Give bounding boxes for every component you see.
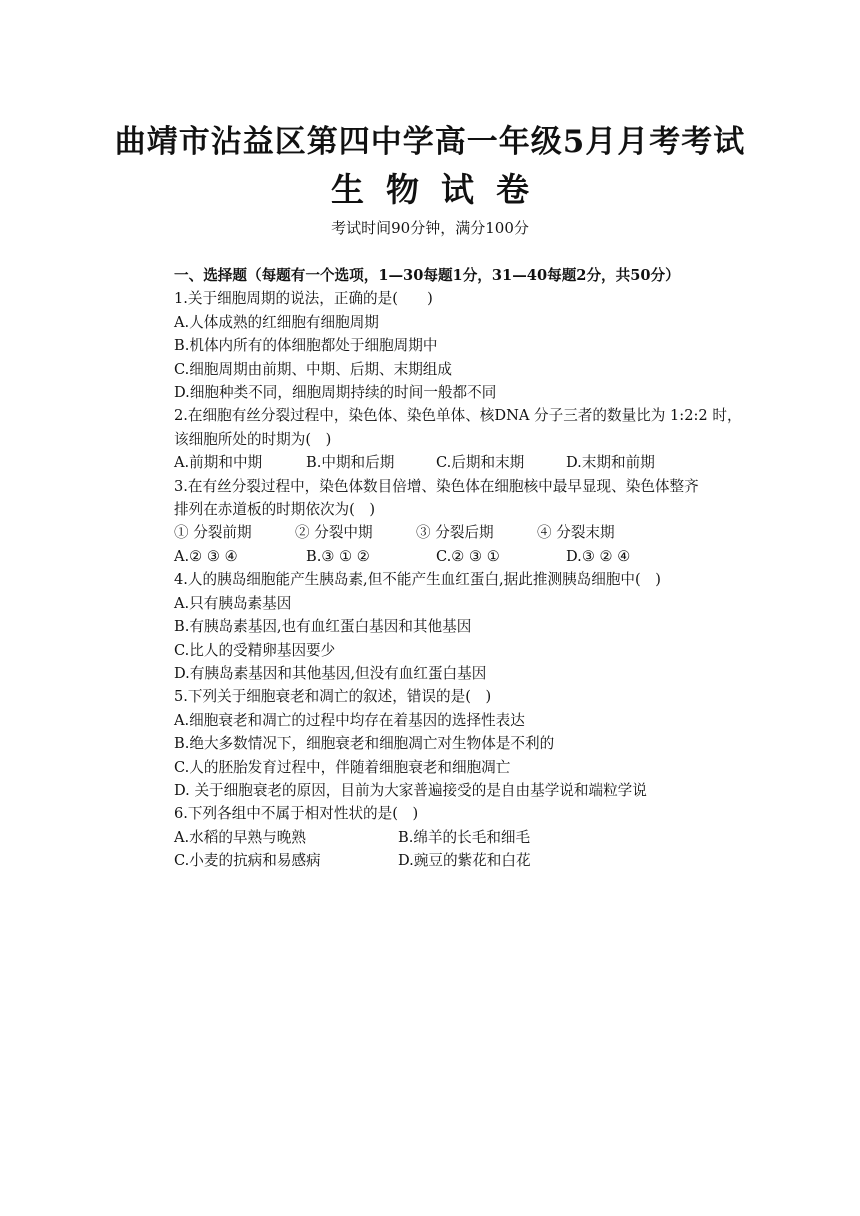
question-3-stem-line1: 3.在有丝分裂过程中，染色体数目倍增、染色体在细胞核中最早显现、染色体整齐 xyxy=(174,477,699,495)
question-3-stage-4: ④ 分裂末期 xyxy=(537,524,615,542)
question-1-option-c: C.细胞周期由前期、中期、后期、末期组成 xyxy=(174,360,452,378)
question-5-option-d: D. 关于细胞衰老的原因，目前为大家普遍接受的是自由基学说和端粒学说 xyxy=(174,781,647,799)
question-3-options xyxy=(174,545,734,568)
school-title: 曲靖市沾益区第四中学高一年级5月月考考试 xyxy=(114,124,746,160)
question-2-option-c: C.后期和末期 xyxy=(436,454,525,472)
question-4-option-d: D.有胰岛素基因和其他基因,但没有血红蛋白基因 xyxy=(174,664,487,682)
question-2-option-a: A.前期和中期 xyxy=(174,454,263,472)
question-2-stem-line1: 2.在细胞有丝分裂过程中，染色体、染色单体、核DNA 分子三者的数量比为 1:2:2 时， xyxy=(174,407,742,425)
question-2-option-b: B.中期和后期 xyxy=(306,454,395,472)
question-2-stem-line2: 该细胞所处的时期为( ) xyxy=(174,430,332,448)
question-1-option-a: A.人体成熟的红细胞有细胞周期 xyxy=(174,313,379,331)
question-4-option-b: B.有胰岛素基因,也有血红蛋白基因和其他基因 xyxy=(174,618,472,636)
question-5-stem: 5.下列关于细胞衰老和凋亡的叙述，错误的是( ) xyxy=(174,688,492,706)
question-3-stages xyxy=(174,521,734,544)
question-2-options xyxy=(174,451,734,474)
question-4-stem: 4.人的胰岛细胞能产生胰岛素,但不能产生血红蛋白,据此推测胰岛细胞中( ) xyxy=(174,571,661,589)
question-3-stage-2: ② 分裂中期 xyxy=(295,524,373,542)
exam-info: 考试时间90分钟，满分100分 xyxy=(331,219,529,237)
question-5-option-b: B.绝大多数情况下，细胞衰老和细胞凋亡对生物体是不利的 xyxy=(174,735,555,753)
question-3-stage-3: ③ 分裂后期 xyxy=(416,524,494,542)
question-5-option-a: A.细胞衰老和凋亡的过程中均存在着基因的选择性表达 xyxy=(174,711,525,729)
question-4-option-c: C.比人的受精卵基因要少 xyxy=(174,641,336,659)
question-2-option-d: D.末期和前期 xyxy=(566,454,655,472)
question-3-option-d: D.③ ② ④ xyxy=(566,547,631,565)
question-6-option-d: D.豌豆的紫花和白花 xyxy=(398,852,531,870)
question-3-stage-1: ① 分裂前期 xyxy=(174,524,252,542)
question-1-option-b: B.机体内所有的体细胞都处于细胞周期中 xyxy=(174,337,438,355)
question-6-options-row1 xyxy=(174,826,734,849)
question-1-stem: 1.关于细胞周期的说法，正确的是( ) xyxy=(174,290,433,308)
question-6-option-a: A.水稻的早熟与晚熟 xyxy=(174,828,306,846)
subject-title: 生物试卷 xyxy=(331,170,551,209)
question-4-option-a: A.只有胰岛素基因 xyxy=(174,594,292,612)
question-body xyxy=(174,264,742,873)
question-6-option-c: C.小麦的抗病和易感病 xyxy=(174,852,321,870)
question-3-stem-line2: 排列在赤道板的时期依次为( ) xyxy=(174,501,376,519)
section-heading: 一、选择题（每题有一个选项，1—30每题1分，31—40每题2分，共50分） xyxy=(174,267,680,284)
question-6-stem: 6.下列各组中不属于相对性状的是( ) xyxy=(174,805,419,823)
question-3-option-c: C.② ③ ① xyxy=(436,547,500,565)
question-3-option-a: A.② ③ ④ xyxy=(174,547,238,565)
question-5-option-c: C.人的胚胎发育过程中，伴随着细胞衰老和细胞凋亡 xyxy=(174,758,511,776)
question-1-option-d: D.细胞种类不同，细胞周期持续的时间一般都不同 xyxy=(174,384,497,402)
question-6-option-b: B.绵羊的长毛和细毛 xyxy=(398,828,531,846)
question-6-options-row2 xyxy=(174,849,734,872)
question-3-option-b: B.③ ① ② xyxy=(306,547,370,565)
